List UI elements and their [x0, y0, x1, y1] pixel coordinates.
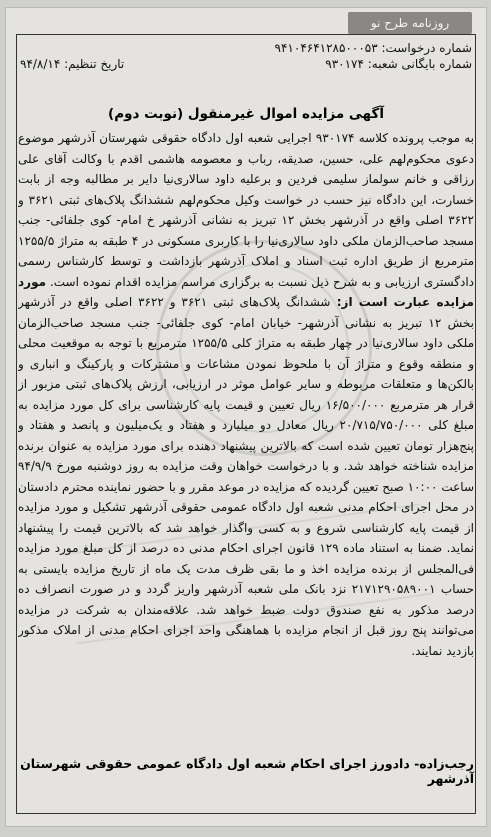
body-paragraph-3: و با درخواست خواهان وقت مزایده به روز دوشنبه مورخ ۹۴/۹/۹ ساعت ۱۰:۰۰ صبح تعیین گردیده که مزایده در موعد مقرر و با حضور نماینده محترم دادستان در محل اجرای احکام مدنی شعبه اول دادگاه عمومی حقوقی آذرشهر تشکیل و مورد مزایده از قیمت پایه کارشناسی شروع و به کسی واگذار خواهد شد که بالاترین قیمت را پیشنهاد نماید. ضمنا به استناد ماده ۱۲۹ قانون اجرای احکام مدنی ده درصد از کل مبلغ مورد مزایده فی‌المجلس از برنده مزایده اخذ و ما بقی ظرف مدت یک ماه از تاریخ مزایده بایستی به حساب ۲۱۷۱۲۹۰۵۸۹۰۰۱ نزد بانک ملی شعبه آذرشهر واریز گردد و در صورت انصراف ده درصد مذکور به نفع صندوق دولت ضبط خواهد شد. علاقه‌مندان به شرکت در مزایده می‌توانند پنج روز قبل از انجام مزایده با هماهنگی واحد اجرای احکام مدنی از املاک مذکور بازدید نمایند.: [18, 459, 474, 658]
newspaper-clipping: [6, 8, 486, 826]
issue-date: تاریخ تنظیم: ۹۴/۸/۱۴: [20, 57, 125, 71]
notice-body: [18, 128, 474, 748]
body-paragraph-1: به موجب پرونده کلاسه ۹۳۰۱۷۴ اجرایی شعبه اول دادگاه حقوقی شهرستان آذرشهر موضوع دعوی محکوم‌لهم علی، حسین، صدیقه، رباب و معصومه هاشمی اقدم با وکالت آقای علی رزاقی و خانم سولماز سلیمی فردین و برعلیه داود سالاری‌نیا دایر بر مطالبه وجه از بابت خسارت، این دادگاه نیز حسب در خواست وکیل محکوم‌لهم ششدانگ پلاک‌های ثبتی ۳۶۲۱ و ۳۶۲۲ اصلی واقع در آذرشهر بخش ۱۲ تبریز به نشانی آذرشهر خ امام- کوی جلفائی- جنب مسجد صاحب‌الزمان ملکی داود سالاری‌نیا را با کاربری مسکونی در ۴ طبقه به متراژ ۱۲۵۵/۵ مترمربع از طریق اداره ثبت اسناد و املاک آذرشهر بازداشت و توسط کارشناس رسمی دادگستری ارزیابی و به شرح ذیل نسبت به برگزاری مراسم مزایده اقدام نموده است.: [18, 131, 474, 289]
body-paragraph-2: ششدانگ پلاک‌های ثبتی ۳۶۲۱ و ۳۶۲۲ اصلی واقع در آذرشهر بخش ۱۲ تبریز به نشانی آذرشهر- خیابان امام- کوی جلفائی- جنب مسجد صاحب‌الزمان ملکی داود سالاری‌نیا در چهار طبقه به متراژ کلی ۱۲۵۵/۵ مترمربع با توجه به موقعیت محلی و منطقه وقوع و متراژ آن با ملحوظ نمودن مشاعات و مشترکات و پارکینگ و انباری و بالکن‌ها و متعلقات مربوطه و سایر عوامل موثر در ارزیابی، ارزش پلاک‌های ثبتی مزبور از قرار هر مترمربع ۱۶/۵۰۰/۰۰۰ ریال تعیین و قیمت پایه کارشناسی برای کل مورد مزایده به مبلغ کلی ۲۰/۷۱۵/۷۵۰/۰۰۰ ریال معادل دو میلیارد و هفتاد و یک‌میلیون و پانصد و هفتاد و پنج‌هزار تومان تعیین شده است که بالاترین پیشنهاد دهنده برای مورد مزایده به عنوان برنده مزایده شناخته خواهد شد.: [18, 295, 474, 473]
request-number: شماره درخواست: ۹۴۱۰۴۶۴۱۲۸۵۰۰۰۵۳: [274, 41, 472, 55]
signature: رجب‌زاده- دادورز اجرای احکام شعبه اول دادگاه عمومی حقوقی شهرستان آذرشهر: [20, 756, 474, 786]
notice-header: [20, 40, 472, 72]
newspaper-name: روزنامه طرح نو: [348, 12, 472, 34]
archive-number: شماره بایگانی شعبه: ۹۳۰۱۷۴: [325, 57, 472, 71]
notice-title: آگهی مزایده اموال غیرمنقول (نوبت دوم): [108, 106, 384, 122]
auction-item-label: مورد مزایده عبارت است از:: [18, 274, 474, 309]
